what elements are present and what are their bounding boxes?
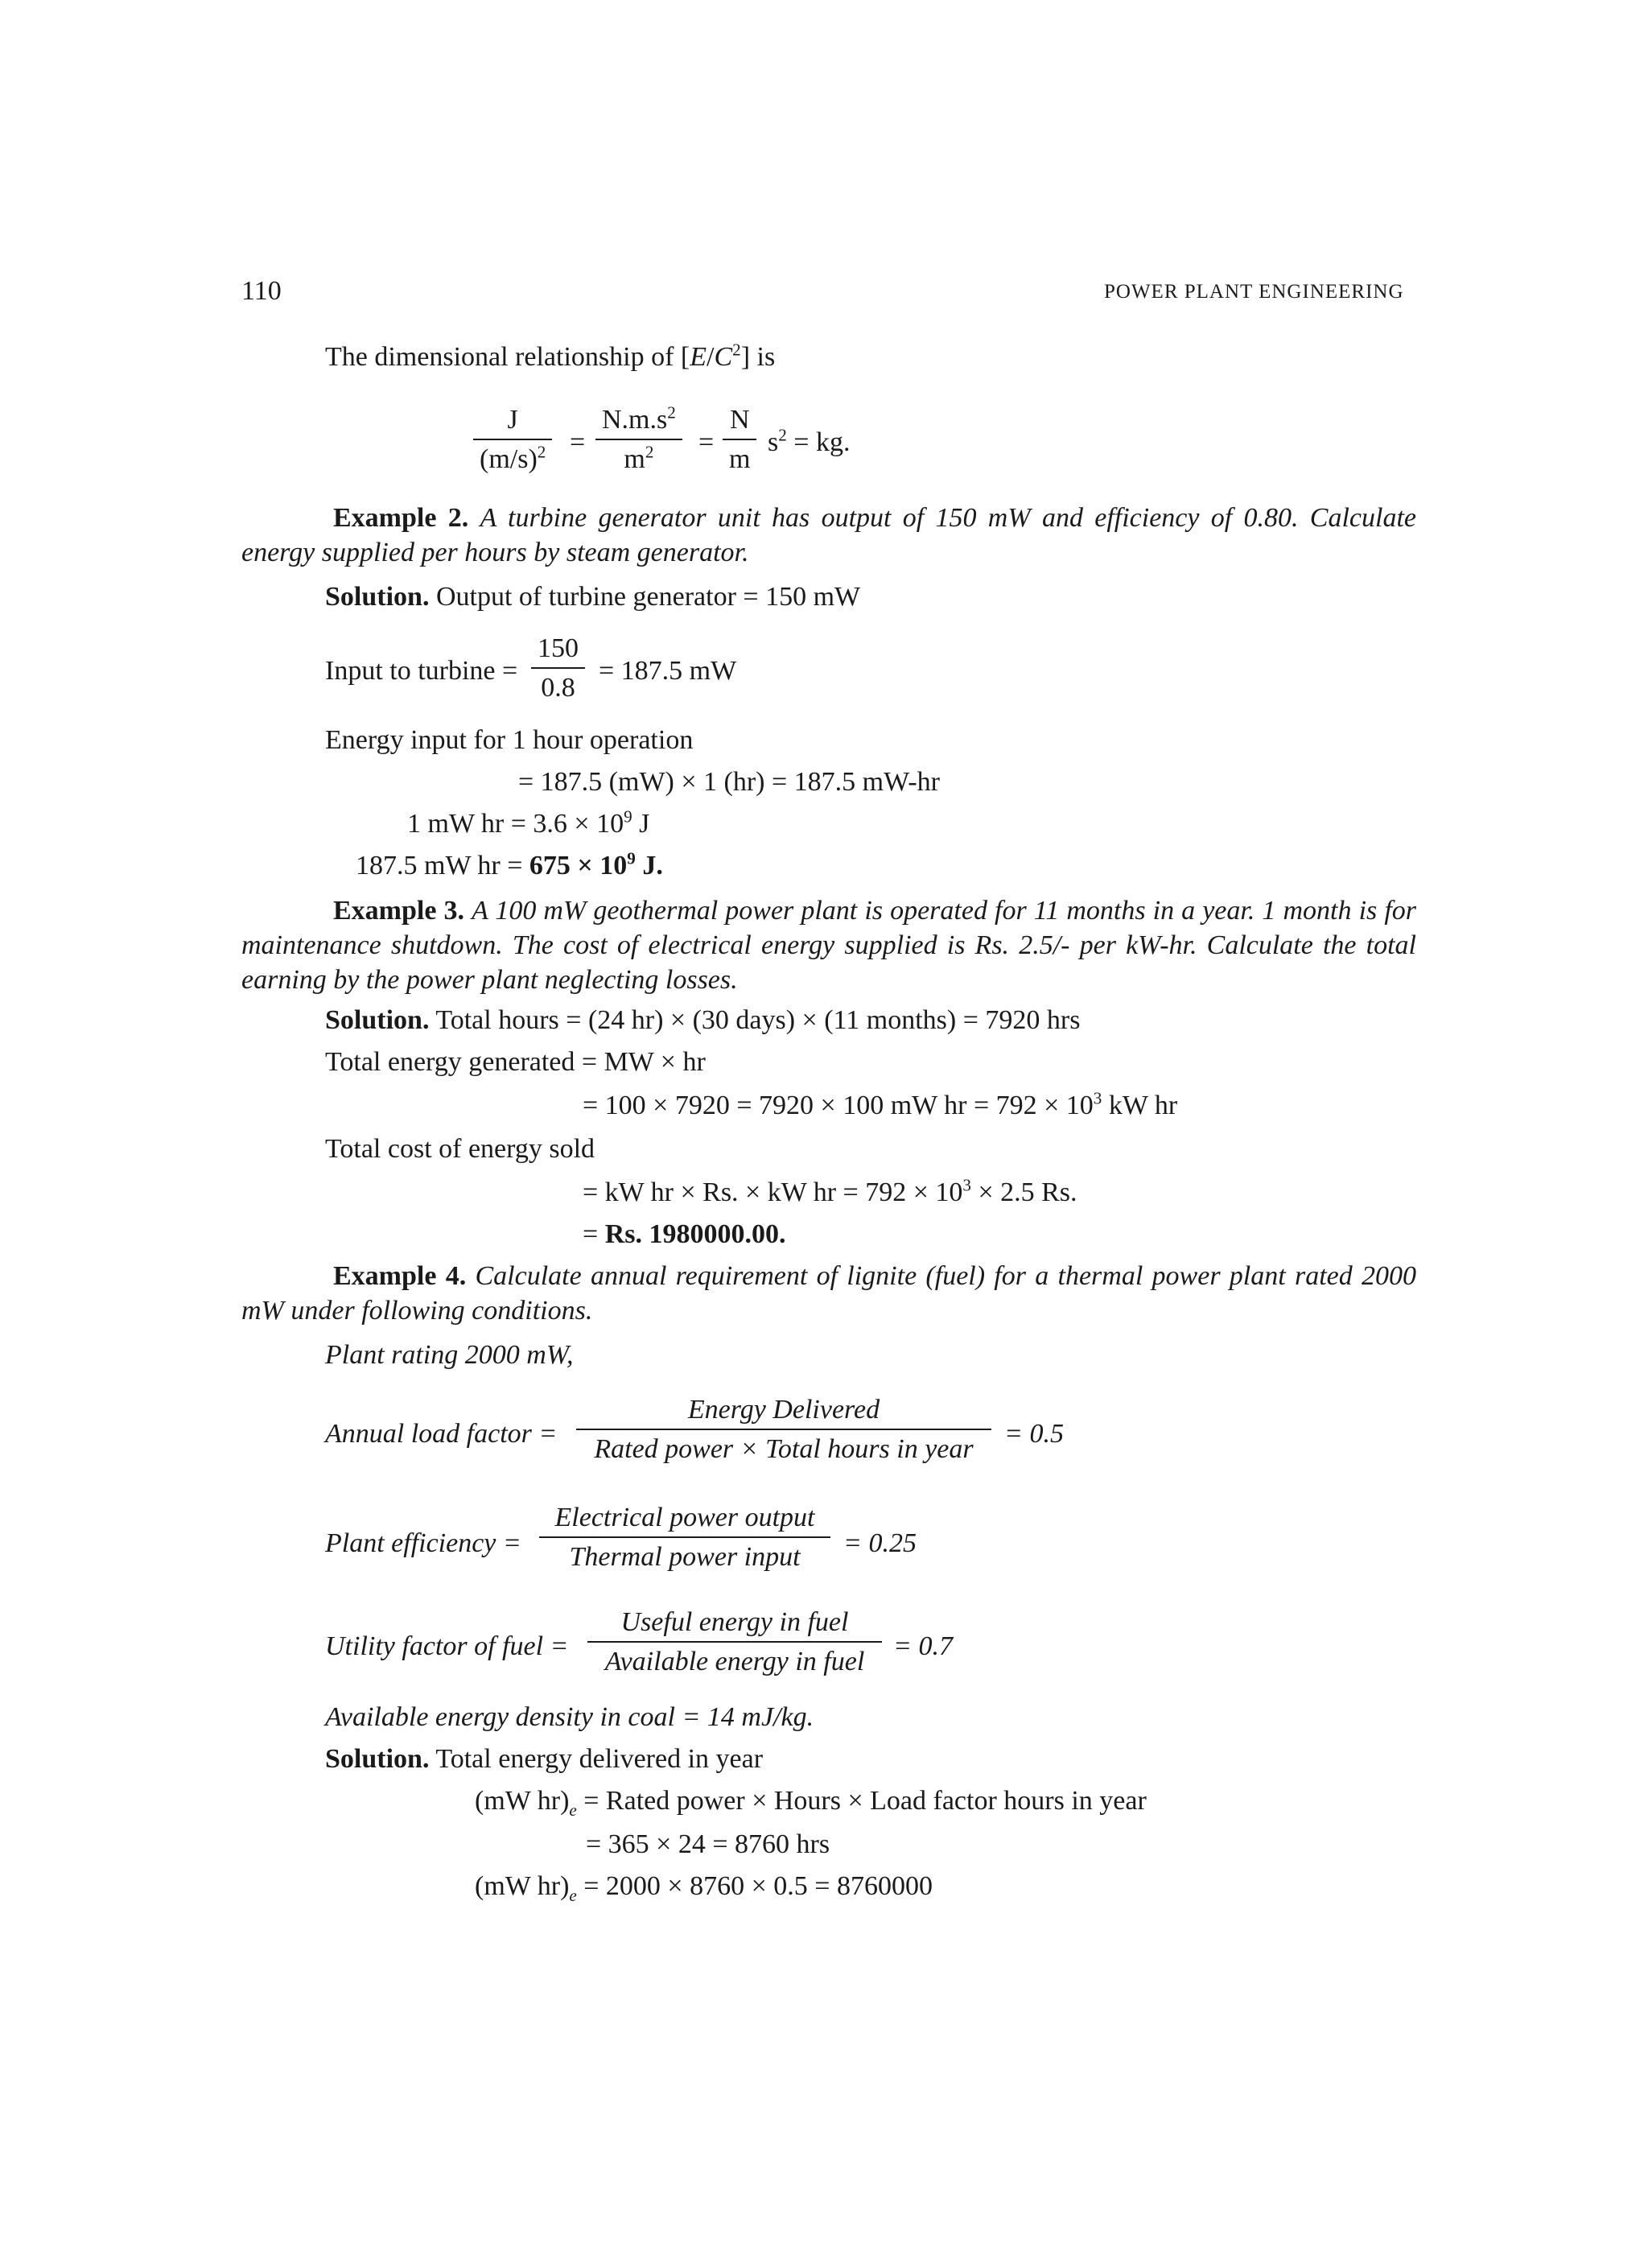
utility-factor-fraction: Useful energy in fuel Available energy in fuel: [587, 1606, 882, 1677]
input-fraction: $\frac{150}{0.8}$: [531, 633, 585, 703]
energy-input-line: Energy input for 1 hour operation: [325, 725, 694, 755]
total-energy-generated: Total energy generated = MW × hr: [325, 1047, 706, 1077]
dim-fraction-2: $\frac{N.m.s^2}{m^2}$: [595, 404, 682, 475]
plant-efficiency-value: = 0.25: [843, 1528, 917, 1558]
energy-input-calc: = 187.5 (mW) × 1 (hr) = 187.5 mW-hr: [518, 767, 940, 797]
example-2-statement: Example 2. A turbine generator unit has output of 150 mW and efficiency of 0.80. Calculate energy supplied per hours by steam generator.: [241, 503, 1417, 567]
load-factor-label: Annual load factor =: [325, 1419, 558, 1449]
example-2-solution: Solution. Output of turbine generator = 150 mW: [325, 582, 861, 612]
input-result: = 187.5 mW: [599, 656, 737, 686]
plant-efficiency-fraction: Electrical power output Thermal power input: [539, 1502, 830, 1573]
running-title: POWER PLANT ENGINEERING: [1104, 281, 1404, 303]
example-3-solution: Solution. Total hours = (24 hr) × (30 days) × (11 months) = 7920 hrs: [325, 1005, 1081, 1035]
mwhr-line-2: = 365 × 24 = 8760 hrs: [586, 1829, 830, 1859]
load-factor-fraction: Energy Delivered Rated power × Total hours in year: [576, 1394, 991, 1465]
total-energy-calc: = 100 × 7920 = 7920 × 100 mW hr = $792 \times 10^3$ kW hr: [583, 1088, 1178, 1120]
example-2-final: 187.5 mW hr = $675 \times 10^9$ J.: [356, 848, 663, 880]
dim-tail: $s^2$ = kg.: [768, 425, 851, 457]
load-factor-value: = 0.5: [1004, 1419, 1064, 1449]
mwhr-line-3: (mW $hr)_e = 2000 \times 8760 \times 0.5 = 8760000$: [475, 1871, 933, 1905]
total-cost-calc: = kW hr × Rs. × kW hr = $792 \times 10^3 \times 2.5$ Rs.: [583, 1175, 1077, 1207]
plant-efficiency-label: Plant efficiency =: [325, 1528, 521, 1558]
dim-fraction-3: $\frac{N}{m}$: [723, 404, 756, 475]
input-to-turbine-label: Input to turbine =: [325, 656, 518, 686]
example-4-statement: Example 4. Calculate annual requirement of lignite (fuel) for a thermal power plant rated 2000 mW under following conditions.: [241, 1261, 1416, 1326]
mwhr-line-1: (mW $hr)_e$ = Rated power × Hours × Load factor hours in year: [475, 1786, 1147, 1820]
example-4-solution: Solution. Total energy delivered in year: [325, 1744, 764, 1774]
energy-density: Available energy density in coal = 14 mJ/kg.: [325, 1702, 814, 1732]
dim-fraction-1: $\frac{J}{(m/s)^2}$: [473, 404, 552, 475]
dim-equals-2: =: [698, 427, 715, 457]
plant-rating: Plant rating 2000 mW,: [325, 1340, 574, 1370]
total-cost-label: Total cost of energy sold: [325, 1134, 595, 1164]
page-number: 110: [241, 276, 282, 306]
dimensional-intro: The dimensional relationship of $[E/C^2]$ is: [325, 340, 776, 372]
utility-factor-label: Utility factor of fuel =: [325, 1631, 569, 1661]
total-cost-final: = Rs. 1980000.00.: [583, 1219, 786, 1249]
mwhr-conversion: 1 mW hr = $3.6 \times 10^9$ J: [407, 806, 650, 839]
example-3-statement: Example 3. A 100 mW geothermal power plant is operated for 11 months in a year. 1 month is for maintenance shutdown. The cost of electrical energy supplied is Rs. 2.5/- per kW-hr. Calculate the total earning by the power plant neglecting losses.: [241, 896, 1417, 995]
dim-equals-1: =: [570, 427, 586, 457]
utility-factor-value: = 0.7: [893, 1631, 953, 1661]
